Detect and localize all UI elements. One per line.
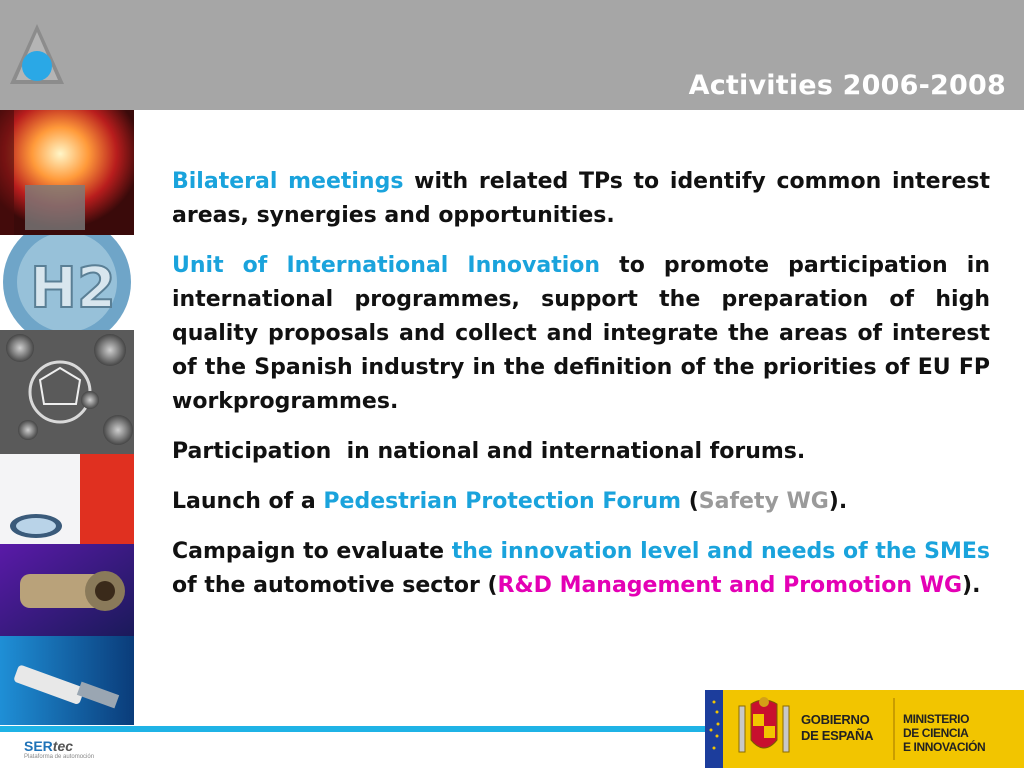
eu-flag-icon — [705, 690, 723, 768]
gov-line: DE ESPAÑA — [801, 728, 874, 743]
body-text: with related TPs to identify common interest areas, synergies and opportunities. — [172, 169, 990, 228]
sertec-suffix: tec — [52, 738, 74, 754]
triangle-circle-logo-icon — [8, 22, 66, 86]
side-image-strip — [0, 110, 134, 725]
paragraph-forums — [172, 435, 990, 469]
body-text: of the automotive sector ( — [172, 573, 498, 598]
car-mirror-image — [0, 454, 134, 544]
ministry-line: MINISTERIO — [903, 712, 970, 726]
gobierno-label — [801, 712, 873, 744]
page-title: Activities 2006-2008 — [688, 70, 1006, 101]
activities-body — [172, 165, 990, 619]
furnace-image — [0, 110, 134, 235]
paragraph-pedestrian-forum — [172, 485, 990, 519]
ministry-line: DE CIENCIA — [903, 726, 969, 740]
banner-separator — [893, 698, 895, 760]
highlight-text: Unit of International Innovation — [172, 253, 601, 278]
highlight-text: Bilateral meetings — [172, 169, 404, 194]
sertec-prefix: SER — [24, 738, 53, 754]
paragraph-bilateral-meetings — [172, 165, 990, 233]
ministry-label — [903, 712, 985, 754]
highlight-text: the innovation level and needs of the SMEs — [451, 539, 990, 564]
footer-divider — [0, 726, 706, 732]
sertec-tagline: Plataforma de automoción — [24, 754, 95, 760]
body-text: ). — [828, 489, 848, 514]
spark-plug-image — [0, 636, 134, 725]
header-bar — [0, 0, 1024, 110]
svg-text:H2: H2 — [30, 256, 116, 321]
working-group-text: R&D Management and Promotion WG — [497, 573, 963, 598]
highlight-text: Pedestrian Protection Forum — [323, 489, 682, 514]
spanish-coat-of-arms-icon — [735, 696, 793, 762]
body-text: Launch of a — [172, 489, 324, 514]
fullerene-molecule-image — [0, 330, 134, 454]
working-group-text: Safety WG — [698, 489, 829, 514]
body-text: Participation in national and international forums. — [172, 439, 806, 464]
body-text: to promote participation in international programmes, support the preparation of high quality proposals and collect and integrate the areas of interest of the Spanish industry in the definition of the priorities of EU FP workprogrammes. — [172, 253, 990, 414]
body-text: Campaign to evaluate — [172, 539, 452, 564]
ministry-line: E INNOVACIÓN — [903, 740, 986, 754]
h2-hydrogen-image — [0, 235, 134, 330]
sertec-logo — [24, 738, 104, 764]
gov-line: GOBIERNO — [801, 712, 870, 727]
body-text: ). — [962, 573, 981, 598]
body-text: ( — [681, 489, 699, 514]
engine-part-image — [0, 544, 134, 636]
paragraph-international-innovation — [172, 249, 990, 419]
paragraph-sme-campaign — [172, 535, 990, 603]
government-banner — [705, 690, 1024, 768]
